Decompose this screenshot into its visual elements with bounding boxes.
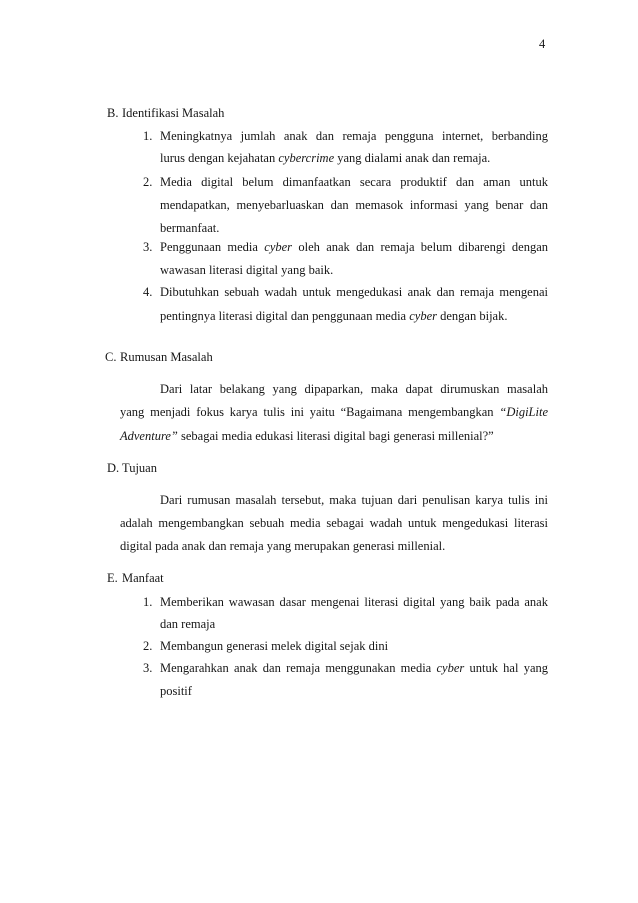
list-item-number: 1. bbox=[143, 129, 153, 143]
list-item-number: 1. bbox=[143, 595, 153, 609]
italic-term: cyber bbox=[409, 309, 437, 323]
text-segment: oleh anak dan remaja belum dibarengi dengan bbox=[292, 240, 548, 254]
section-heading-rumusan bbox=[105, 349, 213, 365]
italic-term: cyber bbox=[264, 240, 293, 254]
list-item-line bbox=[160, 660, 548, 676]
list-item-number: 3. bbox=[143, 661, 153, 675]
list-item-line: positif bbox=[160, 684, 192, 698]
text-segment: dengan bijak. bbox=[437, 309, 508, 323]
list-item-number: 4. bbox=[143, 285, 153, 299]
list-item-line: Memberikan wawasan dasar mengenai literasi digital yang baik pada anak bbox=[160, 595, 548, 609]
text-segment: yang dialami anak dan remaja. bbox=[334, 151, 491, 165]
section-heading-identifikasi bbox=[107, 105, 224, 121]
section-letter: E. bbox=[107, 571, 118, 585]
list-item-line: Media digital belum dimanfaatkan secara produktif dan aman untuk bbox=[160, 175, 548, 189]
paragraph-line bbox=[120, 404, 548, 420]
paragraph-line: adalah mengembangkan sebuah media sebagai wadah untuk mengedukasi literasi bbox=[120, 516, 548, 530]
paragraph-line: Dari latar belakang yang dipaparkan, maka dapat dirumuskan masalah bbox=[160, 382, 548, 396]
text-segment: Mengarahkan anak dan remaja menggunakan media bbox=[160, 661, 437, 675]
text-segment: yang menjadi fokus karya tulis ini yaitu “Bagaimana mengembangkan bbox=[120, 405, 500, 419]
section-title: Manfaat bbox=[122, 571, 164, 585]
text-segment: lurus dengan kejahatan bbox=[160, 151, 279, 165]
list-item-line: wawasan literasi digital yang baik. bbox=[160, 263, 334, 277]
section-letter: B. bbox=[107, 106, 119, 120]
list-item-line bbox=[160, 150, 548, 166]
list-item-line: Membangun generasi melek digital sejak dini bbox=[160, 639, 389, 653]
section-title: Identifikasi Masalah bbox=[122, 106, 225, 120]
text-segment: pentingnya literasi digital dan penggunaan media bbox=[160, 309, 410, 323]
section-letter: C. bbox=[105, 350, 117, 364]
text-segment: sebagai media edukasi literasi digital bagi generasi millenial?” bbox=[177, 429, 494, 443]
italic-term: cybercrime bbox=[278, 151, 335, 165]
list-item-line: bermanfaat. bbox=[160, 221, 220, 235]
list-item-number: 3. bbox=[143, 240, 153, 254]
text-segment: untuk hal yang bbox=[464, 661, 548, 675]
list-item-line: Dibutuhkan sebuah wadah untuk mengedukasi anak dan remaja mengenai bbox=[160, 285, 548, 299]
italic-term: “DigiLite bbox=[499, 405, 548, 419]
italic-term: Adventure” bbox=[120, 429, 178, 443]
list-item-line: dan remaja bbox=[160, 617, 216, 631]
paragraph-line bbox=[120, 428, 548, 444]
list-item-line: mendapatkan, menyebarluaskan dan memasok informasi yang benar dan bbox=[160, 198, 548, 212]
section-heading-manfaat bbox=[107, 570, 164, 586]
text-segment: Penggunaan media bbox=[160, 240, 265, 254]
italic-term: cyber bbox=[436, 661, 465, 675]
page-number: 4 bbox=[539, 37, 546, 51]
list-item-line: Meningkatnya jumlah anak dan remaja pengguna internet, berbanding bbox=[160, 129, 548, 143]
paragraph-line: Dari rumusan masalah tersebut, maka tujuan dari penulisan karya tulis ini bbox=[160, 493, 548, 507]
section-title: Tujuan bbox=[122, 461, 157, 475]
list-item-line bbox=[160, 239, 548, 255]
paragraph-line: digital pada anak dan remaja yang merupakan generasi millenial. bbox=[120, 539, 446, 553]
section-letter: D. bbox=[107, 461, 120, 475]
list-item-number: 2. bbox=[143, 639, 153, 653]
list-item-number: 2. bbox=[143, 175, 153, 189]
list-item-line bbox=[160, 308, 548, 324]
section-heading-tujuan bbox=[107, 460, 157, 476]
section-title: Rumusan Masalah bbox=[120, 350, 213, 364]
